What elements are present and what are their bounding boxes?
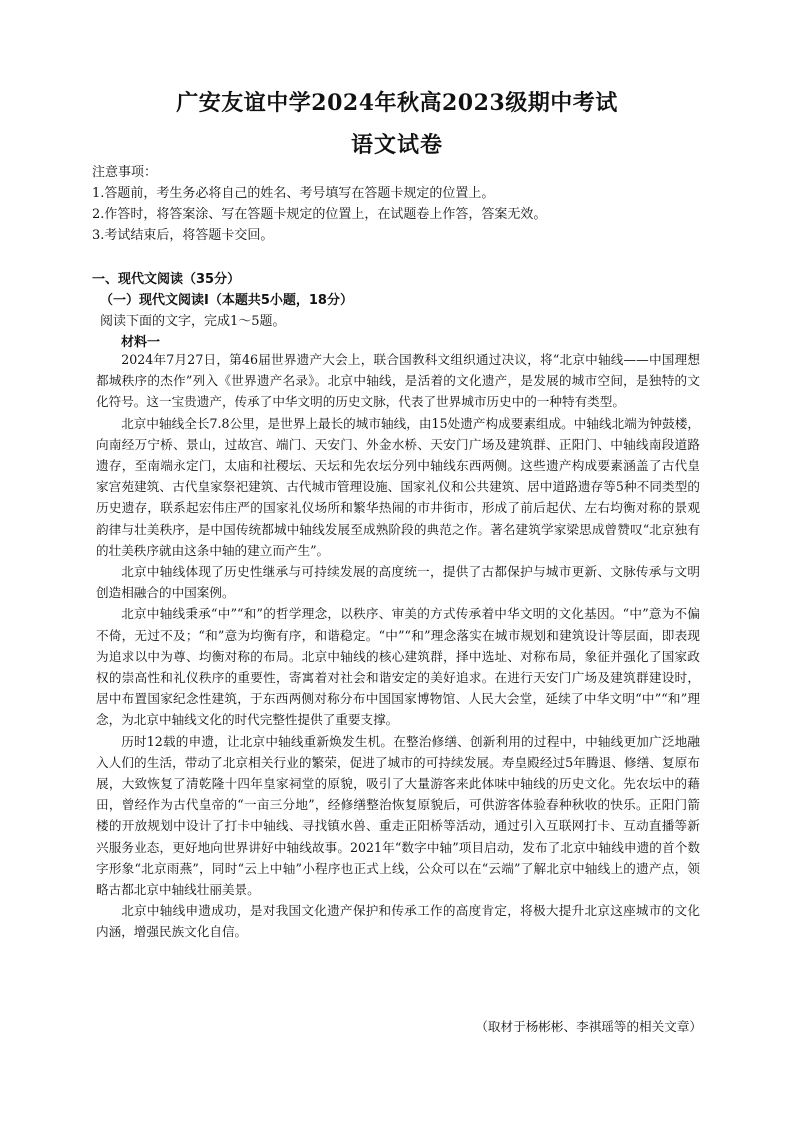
notes-block — [92, 162, 546, 246]
notes-item: 1.答题前，考生务必将自己的姓名、考号填写在答题卡规定的位置上。 — [92, 186, 495, 201]
paragraph: 2024年7月27日，第46届世界遗产大会上，联合国教科文组织通过决议，将“北京中轴线——中国理想都城秩序的杰作”列入《世界遗产名录》。北京中轴线，是活着的文化遗产，是发展的城市空间，是独特的文化符号。这一宝贵遗产，传承了中华文明的历史文脉，代表了世界城市历史中的一种特有类型。 — [96, 352, 700, 410]
exam-subtitle: 语文试卷 — [350, 132, 443, 158]
subsection-heading: （一）现代文阅读Ⅰ（本题共5小题，18分） — [100, 293, 353, 308]
exam-title: 广安友谊中学2024年秋高2023级期中考试 — [176, 90, 618, 116]
material-title: 材料一 — [121, 335, 161, 350]
source-citation: （取材于杨彬彬、李祺瑶等的相关文章） — [475, 1019, 702, 1034]
paragraph: 北京中轴线秉承“中”“和”的哲学理念，以秩序、审美的方式传承着中华文明的文化基因。“中”意为不偏不倚，无过不及；“和”意为均衡有序，和谐稳定。“中”“和”理念落实在城市规划和建筑设计等层面，即表现为追求以中为尊、均衡对称的布局。北京中轴线的核心建筑群，择中选址、对称布局，象征并强化了国家政权的崇高性和礼仪秩序的重要性，寄寓着对社会和谐安定的美好追求。在进行天安门广场及建筑群建设时，居中布置国家纪念性建筑，于东西两侧对称分布中国国家博物馆、人民大会堂，延续了中华文明“中”“和”理念，为北京中轴线文化的时代完整性提供了重要支撑。 — [96, 606, 700, 728]
section-heading: 一、现代文阅读（35分） — [92, 272, 241, 287]
reading-instruction: 阅读下面的文字，完成1～5题。 — [100, 314, 286, 329]
paragraph: 北京中轴线全长7.8公里，是世界上最长的城市轴线，由15处遗产构成要素组成。中轴线北端为钟鼓楼，向南经万宁桥、景山，过故宫、端门、天安门、外金水桥、天安门广场及建筑群、正阳门、中轴线南段道路遗存，至南端永定门，太庙和社稷坛、天坛和先农坛分列中轴线东西两侧。这些遗产构成要素涵盖了古代皇家宫苑建筑、古代皇家祭祀建筑、古代城市管理设施、国家礼仪和公共建筑、居中道路遗存等5种不同类型的历史遗存，联系起宏伟庄严的国家礼仪场所和繁华热闹的市井街市，形成了前后起伏、左右均衡对称的景观韵律与壮美秩序，是中国传统都城中轴线发展至成熟阶段的典范之作。著名建筑学家梁思成曾赞叹“北京独有的壮美秩序就由这条中轴的建立而产生”。 — [96, 415, 700, 558]
notes-heading: 注意事项： — [92, 165, 158, 180]
notes-item: 2.作答时，将答案涂、写在答题卡规定的位置上，在试题卷上作答，答案无效。 — [92, 207, 547, 222]
paragraph: 北京中轴线申遗成功，是对我国文化遗产保护和传承工作的高度肯定，将极大提升北京这座城市的文化内涵，增强民族文化自信。 — [96, 903, 700, 940]
paragraph: 北京中轴线体现了历史性继承与可持续发展的高度统一，提供了古都保护与城市更新、文脉传承与文明创造相融合的中国案例。 — [96, 564, 700, 601]
article-body — [96, 349, 700, 943]
notes-item: 3.考试结束后，将答题卡交回。 — [92, 228, 274, 243]
paragraph: 历时12载的申遗，让北京中轴线重新焕发生机。在整治修缮、创新利用的过程中，中轴线更加广泛地融入人们的生活，带动了北京相关行业的繁荣，促进了城市的可持续发展。寿皇殿经过5年腾退、修缮、复原布展，大致恢复了清乾隆十四年皇家祠堂的原貌，吸引了大量游客来此体味中轴线的历史文化。先农坛中的藉田，曾经作为古代皇帝的“一亩三分地”，经修缮整治恢复原貌后，可供游客体验春种秋收的快乐。正阳门箭楼的开放规划中设计了打卡中轴线、寻找镇水兽、重走正阳桥等活动，通过引入互联网打卡、互动直播等新兴服务业态，更好地向世界讲好中轴线故事。2021年“数字中轴”项目启动，发布了北京中轴线申遗的首个数字形象“北京雨燕”，同时“云上中轴”小程序也正式上线，公众可以在“云端”了解北京中轴线上的遗产点，领略古都北京中轴线壮丽美景。 — [96, 733, 700, 898]
